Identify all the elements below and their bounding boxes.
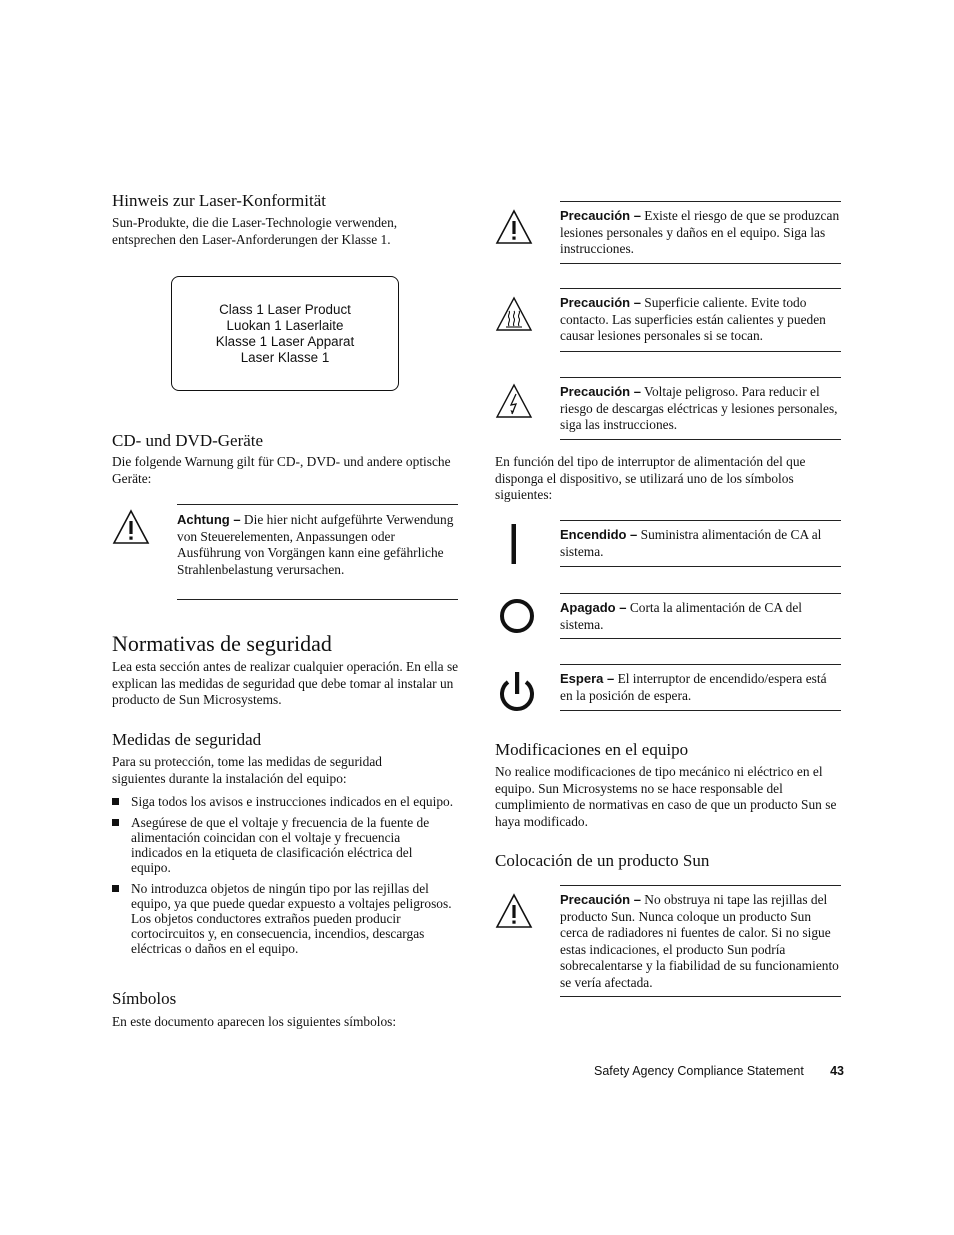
notice-text: Voltaje peligroso. Para reducir el riesgo de descargas eléctricas y lesiones personales, siga las instrucciones.	[560, 384, 838, 433]
notice-text: No obstruya ni tape las rejillas del producto Sun. Nunca coloque un producto Sun cerca de radiadores ni fuentes de calor. Si no sigue estas indicaciones, el producto Sun podría sobrecalentarse y la fiabilidad de su funcionamiento se vería afectada.	[560, 892, 839, 990]
notice-text-block	[560, 593, 841, 639]
laser-box-line: Luokan 1 Laserlaite	[226, 317, 344, 333]
bullet-square-icon	[112, 885, 119, 892]
normativas-body: Lea esta sección antes de realizar cualquier operación. En ella se explican las medidas de seguridad que debe tomar al instalar un producto de Sun Microsystems.	[112, 659, 459, 708]
warning-triangle-icon	[112, 508, 150, 551]
list-item: No introduzca objetos de ningún tipo por las rejillas del equipo, ya que puede quedar expuesto a voltajes peligrosos. Los objetos conductores extraños pueden producir cortocircuitos y, en consecuencia, incendios, descargas eléctricas o daños en el equipo.	[112, 881, 454, 956]
notice-text: Die hier nicht aufgeführte Verwendung von Steuerelementen, Anpassungen oder Ausführung von Vorgängen kann eine gefährliche Strahlenbelastung verursachen.	[177, 512, 454, 577]
bullet-square-icon	[112, 819, 119, 826]
laser-box-line: Klasse 1 Laser Apparat	[215, 333, 355, 349]
notice-text-block	[560, 885, 841, 997]
simbolos-heading: Símbolos	[112, 989, 177, 1008]
cd-body: Die folgende Warnung gilt für CD-, DVD- und andere optische Geräte:	[112, 454, 451, 486]
laser-body: Sun-Produkte, die die Laser-Technologie verwenden, entsprechen den Laser-Anforderungen der Klasse 1.	[112, 215, 398, 247]
laser-class-label	[171, 276, 399, 391]
warning-triangle-icon	[495, 892, 533, 935]
notice-text: Existe el riesgo de que se produzcan lesiones personales y daños en el equipo. Siga las instrucciones.	[560, 208, 840, 257]
notice-text: Suministra alimentación de CA al sistema.	[560, 527, 822, 559]
bullet-square-icon	[112, 798, 119, 805]
notice-keyword: Espera –	[560, 671, 615, 686]
precaucion-notice	[495, 201, 841, 264]
page-number: 43	[830, 1064, 844, 1078]
hot-surface-notice	[495, 288, 841, 352]
high-voltage-notice	[495, 377, 841, 440]
colocacion-heading: Colocación de un producto Sun	[495, 851, 710, 870]
laser-box-line: Laser Klasse 1	[240, 349, 330, 365]
laser-box-line: Class 1 Laser Product	[219, 301, 351, 317]
notice-keyword: Precaución –	[560, 295, 641, 310]
power-on-notice	[495, 520, 841, 567]
achtung-notice	[112, 504, 458, 600]
achtung-text-block	[177, 504, 458, 600]
notice-text: Superficie caliente. Evite todo contacto. Las superficies están calientes y pueden causar lesiones personales si se tocan.	[560, 295, 826, 344]
notice-text: Corta la alimentación de CA del sistema.	[560, 600, 802, 632]
power-on-icon	[509, 524, 519, 569]
high-voltage-icon	[495, 382, 533, 425]
notice-text: El interruptor de encendido/espera está en la posición de espera.	[560, 671, 827, 703]
power-off-notice	[495, 593, 841, 639]
notice-keyword: Achtung –	[177, 512, 241, 527]
standby-notice	[495, 664, 841, 711]
hot-surface-icon	[495, 295, 533, 338]
notice-keyword: Precaución –	[560, 208, 641, 223]
power-off-icon	[498, 597, 536, 640]
notice-text-block	[560, 288, 841, 352]
modificaciones-heading: Modificaciones en el equipo	[495, 740, 689, 759]
normativas-heading: Normativas de seguridad	[112, 631, 332, 656]
interruptor-body: En función del tipo de interruptor de alimentación del que disponga el dispositivo, se utilizará uno de los símbolos siguientes:	[495, 454, 806, 503]
list-item: Asegúrese de que el voltaje y frecuencia de la fuente de alimentación coincidan con el voltaje y frecuencia indicados en la etiqueta de clasificación eléctrica del equipo.	[112, 815, 454, 875]
modificaciones-body: No realice modificaciones de tipo mecánico ni eléctrico en el equipo. Sun Microsystems no se hace responsable del cumplimiento de normativas en caso de que un producto Sun se haya modificado.	[495, 764, 837, 829]
simbolos-body: En este documento aparecen los siguientes símbolos:	[112, 1014, 397, 1029]
notice-text-block	[560, 520, 841, 567]
footer-title: Safety Agency Compliance Statement	[594, 1064, 804, 1078]
standby-icon	[497, 670, 537, 719]
safety-bullet-list	[112, 794, 454, 962]
page-footer	[594, 1064, 844, 1078]
notice-text-block	[560, 664, 841, 711]
cd-heading: CD- und DVD-Geräte	[112, 431, 264, 450]
laser-heading: Hinweis zur Laser-Konformität	[112, 191, 326, 210]
notice-keyword: Apagado –	[560, 600, 627, 615]
notice-text-block	[560, 201, 841, 264]
list-item: Siga todos los avisos e instrucciones indicados en el equipo.	[112, 794, 454, 809]
notice-text-block	[560, 377, 841, 440]
medidas-heading: Medidas de seguridad	[112, 730, 262, 749]
colocacion-notice	[495, 885, 841, 997]
notice-keyword: Precaución –	[560, 384, 641, 399]
notice-keyword: Encendido –	[560, 527, 638, 542]
medidas-body: Para su protección, tome las medidas de seguridad siguientes durante la instalación del equipo:	[112, 754, 382, 786]
notice-keyword: Precaución –	[560, 892, 641, 907]
warning-triangle-icon	[495, 208, 533, 251]
